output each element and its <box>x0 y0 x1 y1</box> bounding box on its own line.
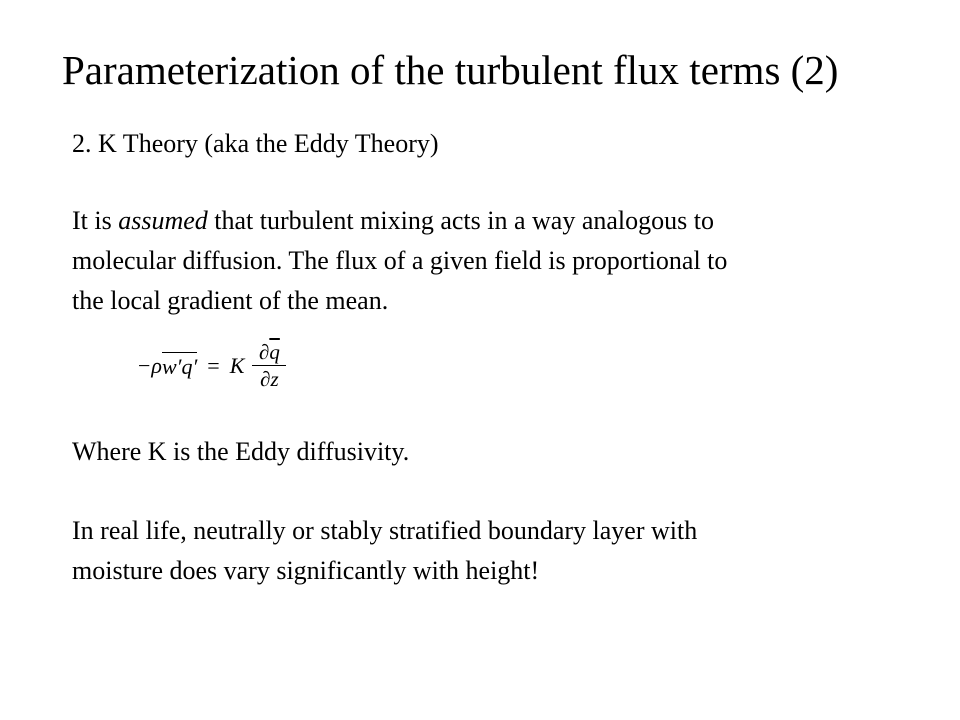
fraction-bar <box>252 365 286 366</box>
paragraph-line <box>72 201 892 241</box>
paragraph-definition <box>72 432 892 472</box>
covariance-term: w′q′ <box>161 353 198 379</box>
paragraph-line: Where K is the Eddy diffusivity. <box>72 437 410 466</box>
gradient-fraction <box>252 340 286 391</box>
paragraph-line: moisture does vary significantly with height! <box>72 556 540 585</box>
flux-gradient-equation <box>138 340 286 391</box>
slide-title: Parameterization of the turbulent flux terms (2) <box>62 47 839 93</box>
minus-sign: − <box>138 352 151 378</box>
density-symbol: ρ <box>151 352 162 378</box>
paragraph-note <box>72 511 892 591</box>
paragraph-line: In real life, neutrally or stably stratified boundary layer with <box>72 516 698 545</box>
equation-lhs <box>138 352 197 380</box>
text-run: that turbulent mixing acts in a way analogous to <box>207 206 714 235</box>
fraction-denominator: ∂z <box>260 367 279 391</box>
section-heading: 2. K Theory (aka the Eddy Theory) <box>72 129 439 158</box>
fraction-numerator <box>259 340 280 364</box>
equals-sign: = <box>207 352 220 378</box>
mean-variable: $\overline{q}$ <box>269 340 280 364</box>
paragraph-line: molecular diffusion. The flux of a given field is proportional to <box>72 246 728 275</box>
emphasized-word: assumed <box>118 206 208 235</box>
paragraph-assumption <box>72 201 892 321</box>
paragraph-line: the local gradient of the mean. <box>72 286 389 315</box>
partial-symbol: ∂ <box>258 340 270 364</box>
eddy-coefficient: K <box>229 352 245 378</box>
text-run: It is <box>72 206 119 235</box>
